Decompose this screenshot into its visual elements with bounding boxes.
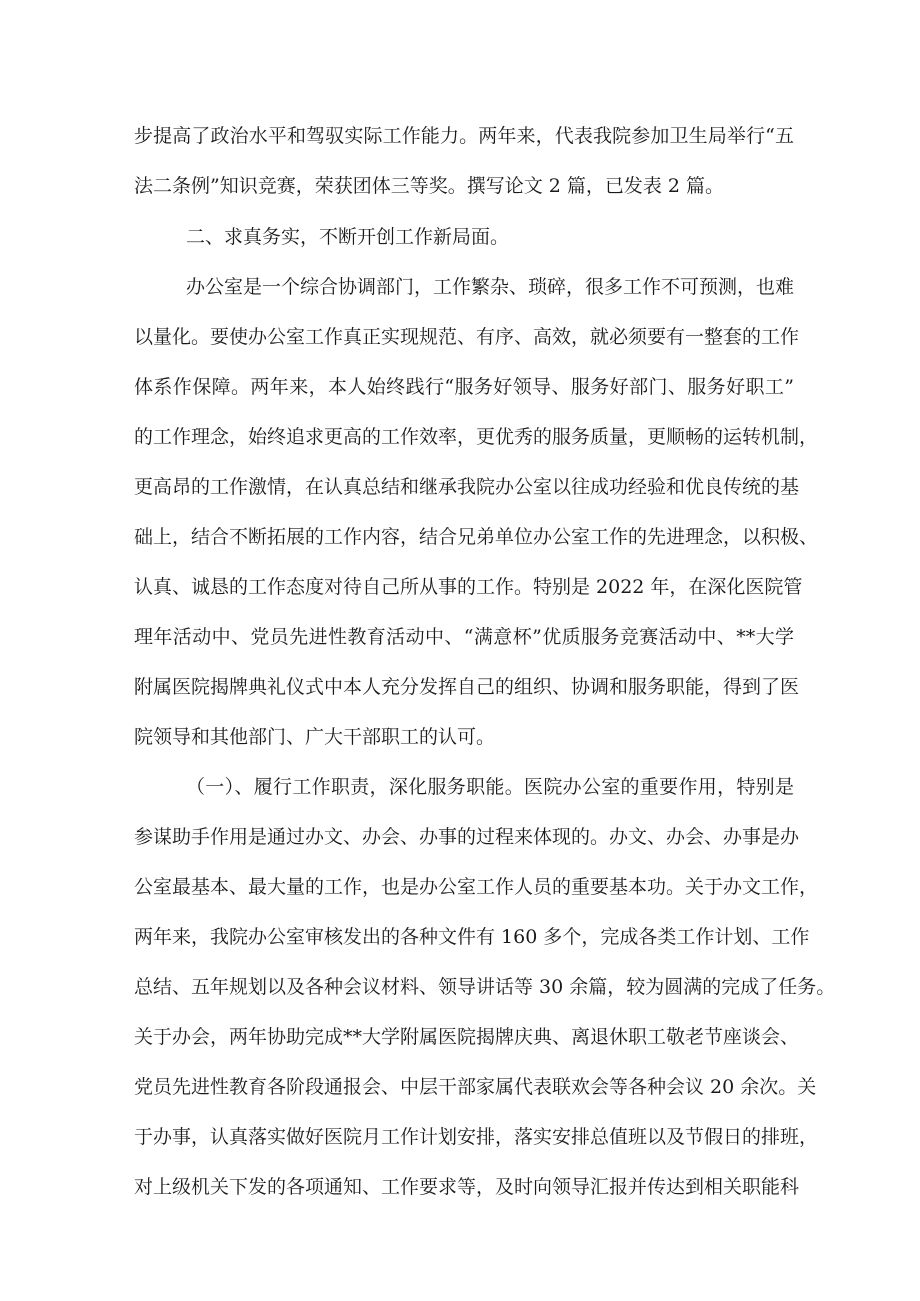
text-line: 于办事，认真落实做好医院月工作计划安排，落实安排总值班以及节假日的排班， <box>134 1126 819 1148</box>
text-line: 以量化。要使办公室工作真正实现规范、有序、高效，就必须要有一整套的工作 <box>134 326 800 348</box>
text-line: 党员先进性教育各阶段通报会、中层干部家属代表联欢会等各种会议 20 余次。关 <box>134 1076 817 1098</box>
text-line: 参谋助手作用是通过办文、办会、办事的过程来体现的。办文、办会、办事是办 <box>134 826 800 848</box>
text-line: 关于办会，两年协助完成**大学附属医院揭牌庆典、离退休职工敬老节座谈会、 <box>134 1026 800 1048</box>
section-heading: 二、求真务实，不断开创工作新局面。 <box>186 226 510 248</box>
text-line: 理年活动中、党员先进性教育活动中、“满意杯”优质服务竞赛活动中、**大学 <box>134 626 794 648</box>
text-line: 础上，结合不断拓展的工作内容，结合兄弟单位办公室工作的先进理念，以积极、 <box>134 526 819 548</box>
text-line: 两年来，我院办公室审核发出的各种文件有 160 多个，完成各类工作计划、工作 <box>134 926 810 948</box>
text-line: 体系作保障。两年来，本人始终践行“服务好领导、服务好部门、服务好职工” <box>134 376 794 398</box>
text-line: 法二条例”知识竞赛，荣获团体三等奖。撰写论文 2 篇，已发表 2 篇。 <box>134 175 725 197</box>
text-line: 公室最基本、最大量的工作，也是办公室工作人员的重要基本功。关于办文工作， <box>134 876 819 898</box>
text-line: 步提高了政治水平和驾驭实际工作能力。两年来，代表我院参加卫生局举行“五 <box>134 125 794 147</box>
text-line: （一）、履行工作职责，深化服务职能。医院办公室的重要作用，特别是 <box>186 776 794 798</box>
text-line: 对上级机关下发的各项通知、工作要求等，及时向领导汇报并传达到相关职能科 <box>134 1176 800 1198</box>
text-line: 办公室是一个综合协调部门，工作繁杂、琐碎，很多工作不可预测，也难 <box>186 276 795 298</box>
text-line: 总结、五年规划以及各种会议材料、领导讲话等 30 余篇，较为圆满的完成了任务。 <box>134 976 836 998</box>
text-line: 认真、诚恳的工作态度对待自己所从事的工作。特别是 2022 年，在深化医院管 <box>134 576 803 598</box>
text-line: 的工作理念，始终追求更高的工作效率，更优秀的服务质量，更顺畅的运转机制， <box>134 426 819 448</box>
text-line: 院领导和其他部门、广大干部职工的认可。 <box>134 726 496 748</box>
text-line: 更高昂的工作激情，在认真总结和继承我院办公室以往成功经验和优良传统的基 <box>134 476 800 498</box>
text-line: 附属医院揭牌典礼仪式中本人充分发挥自己的组织、协调和服务职能，得到了医 <box>134 676 800 698</box>
